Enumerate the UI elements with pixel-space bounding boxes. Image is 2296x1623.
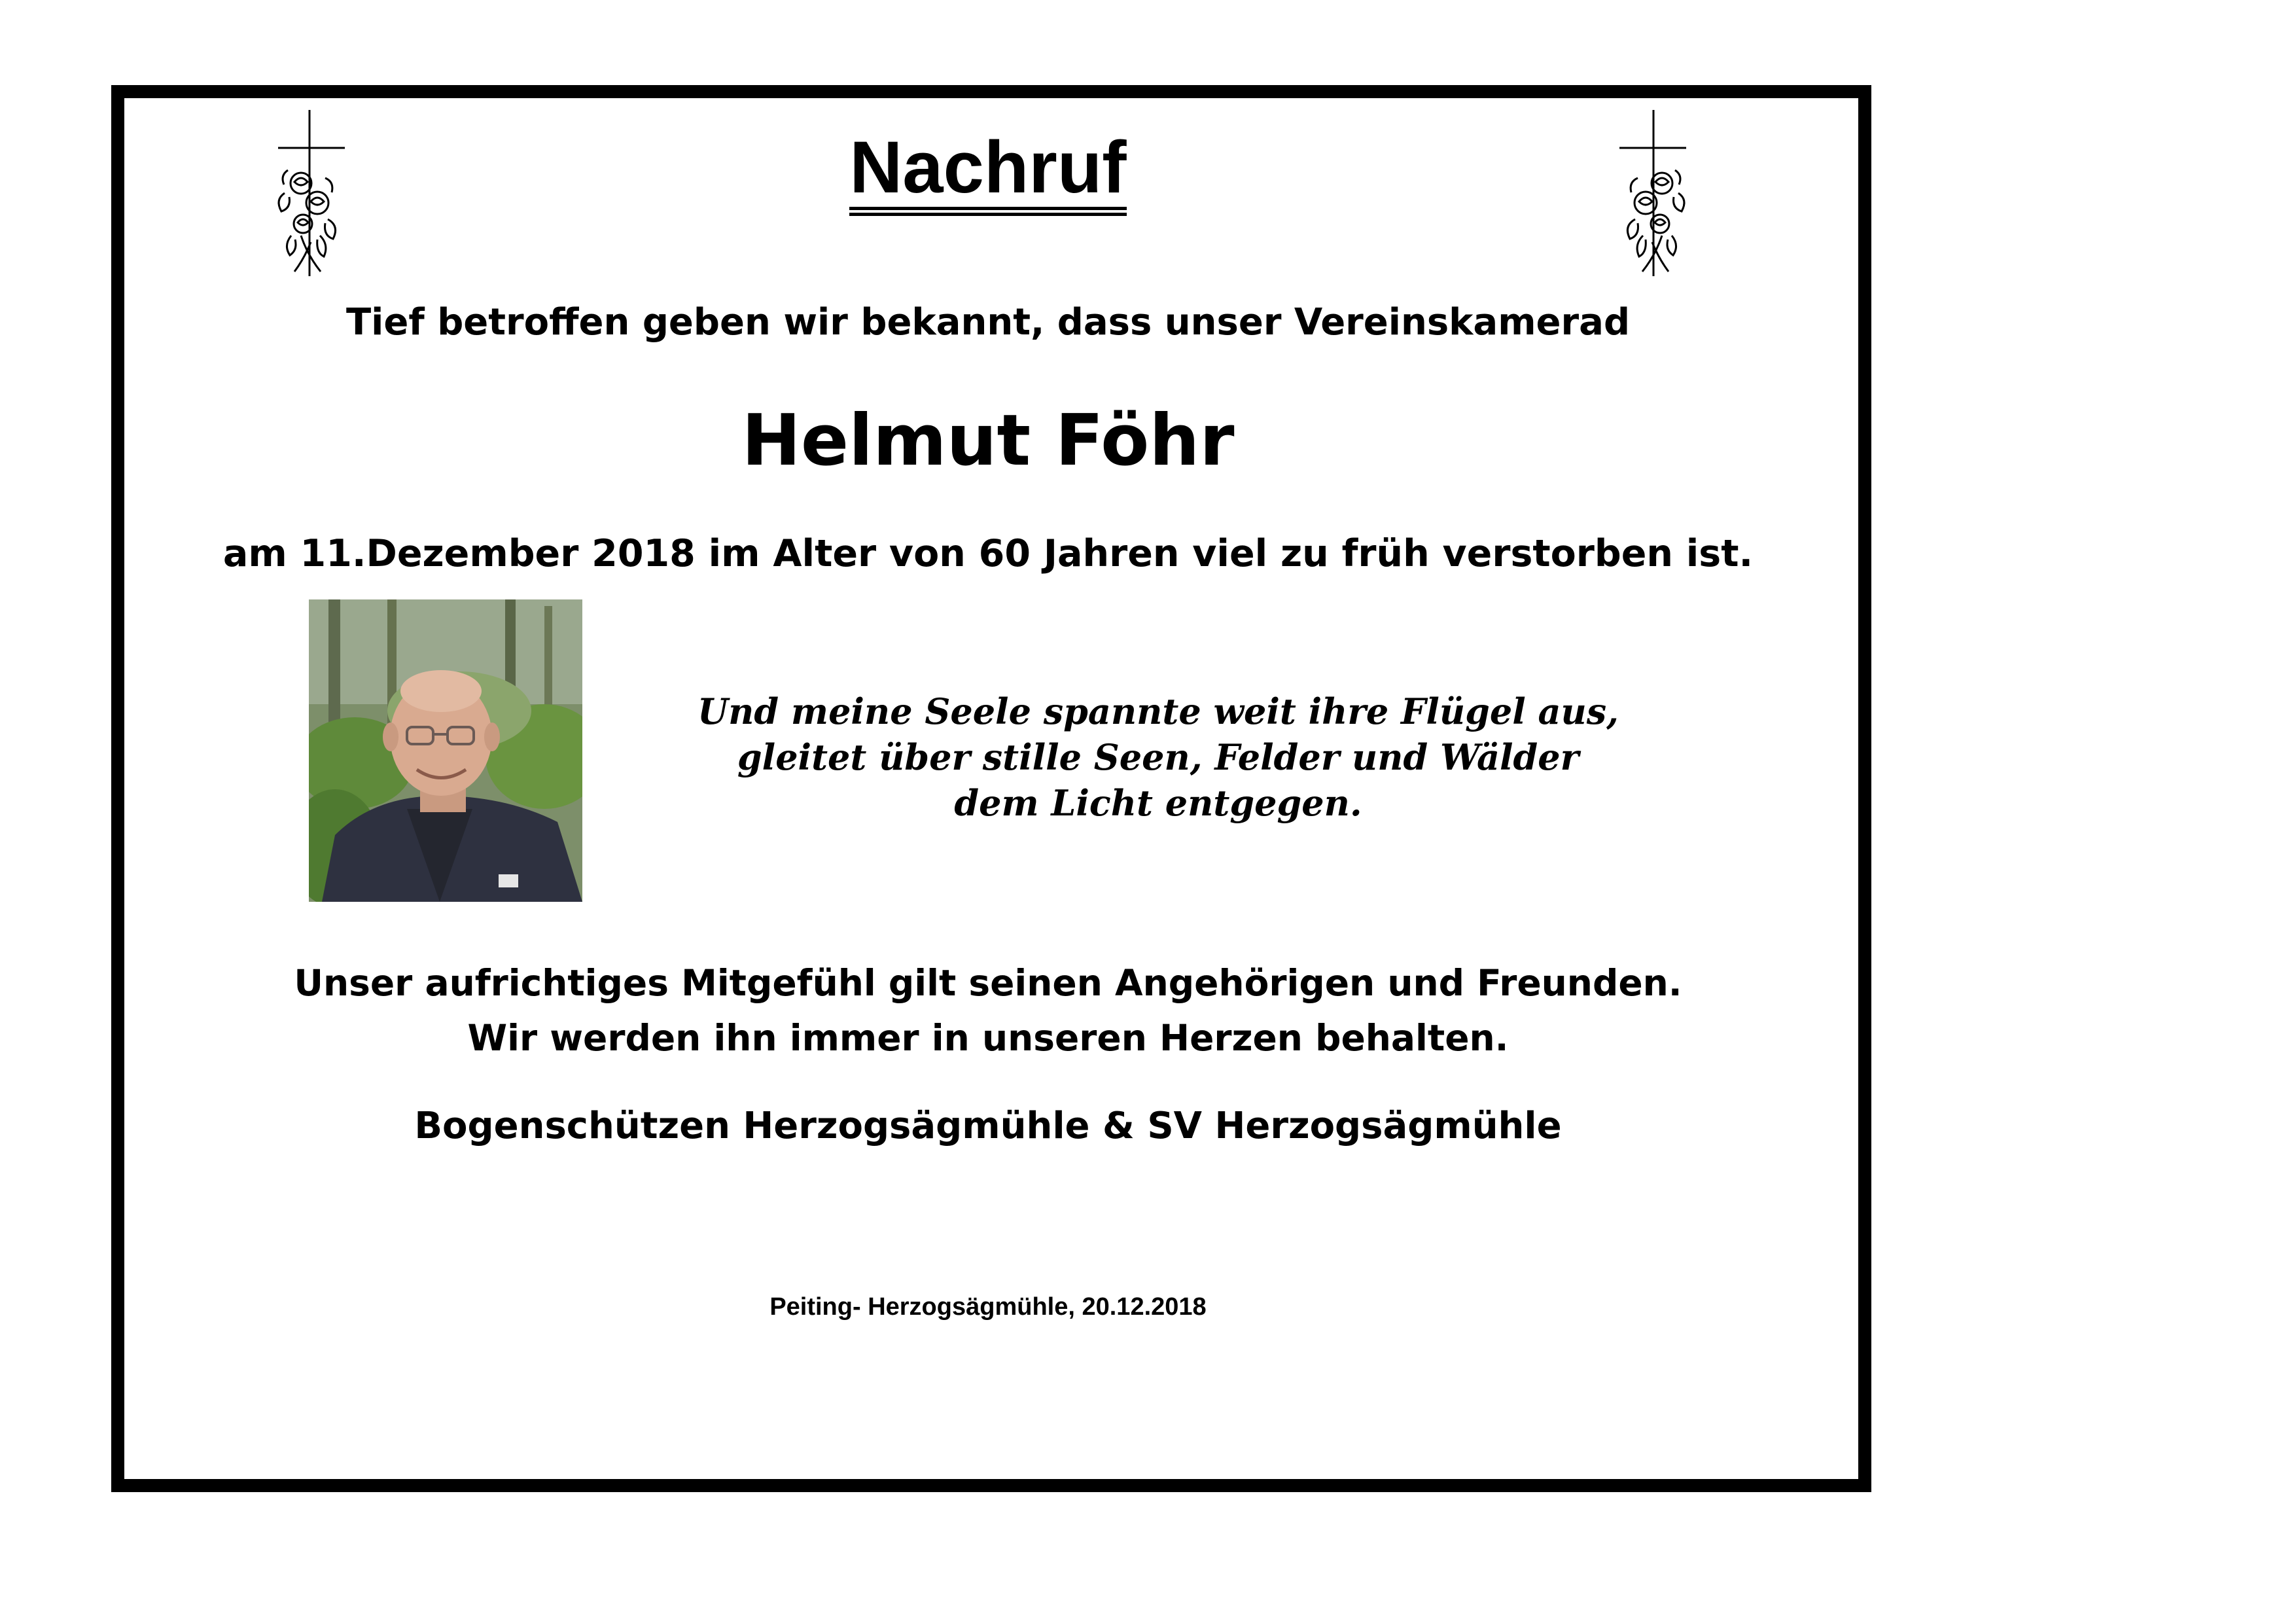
sympathy-line: Unser aufrichtiges Mitgefühl gilt seinen Angehörigen und Freunden. (294, 962, 1682, 1004)
place-and-date: Peiting- Herzogsägmühle, 20.12.2018 (769, 1293, 1207, 1321)
club-signature: Bogenschützen Herzogsägmühle & SV Herzogsägmühle (414, 1105, 1562, 1147)
sympathy-line: Wir werden ihn immer in unseren Herzen behalten. (467, 1017, 1509, 1059)
death-announcement: am 11.Dezember 2018 im Alter von 60 Jahren viel zu früh verstorben ist. (222, 532, 1754, 575)
poem-line: dem Licht entgegen. (954, 782, 1362, 824)
poem-line: gleitet über stille Seen, Felder und Wälder (737, 736, 1580, 778)
page-title (0, 126, 1976, 216)
deceased-name: Helmut Föhr (741, 400, 1235, 482)
sympathy-block (0, 955, 1976, 1065)
poem-block (654, 688, 1662, 826)
portrait-photo (309, 599, 582, 902)
title-text: Nachruf (849, 131, 1126, 216)
intro-text: Tief betroffen geben wir bekannt, dass unser Vereinskamerad (345, 301, 1631, 344)
poem-line: Und meine Seele spannte weit ihre Flügel aus, (698, 690, 1619, 732)
